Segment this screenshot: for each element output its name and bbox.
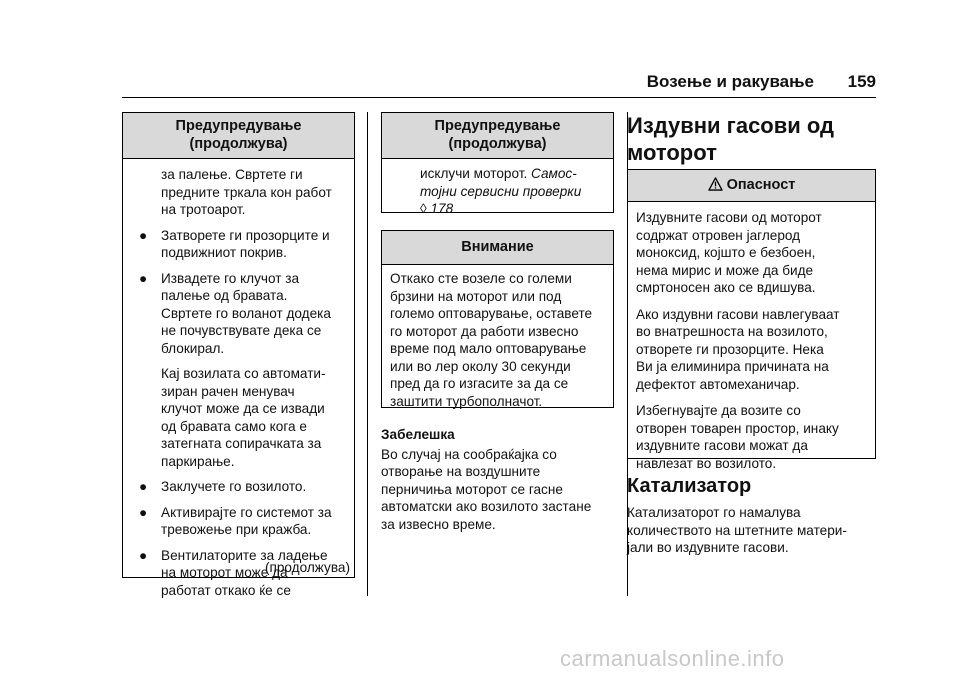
intro-line: на тротоарот. bbox=[161, 202, 246, 217]
continued-label: (продолжува) bbox=[264, 560, 350, 575]
intro-line: за палење. Свртете ги bbox=[161, 167, 303, 182]
reference-arrow-icon: ◊ bbox=[420, 201, 427, 216]
page-header-title: Возење и ракување bbox=[646, 72, 814, 91]
list-item: ● Затворете ги прозорците и подвижниот покрив. bbox=[139, 227, 330, 260]
warning-continued-label: (продолжува) bbox=[448, 136, 547, 152]
warning-box-continued bbox=[122, 112, 355, 598]
warning-box-continued-2 bbox=[381, 112, 614, 216]
note-section: Забелешка Во случај на сообраќајка со отворање на воздушните перничиња моторот се гасне автоматски ако возилото застане за извесно време. bbox=[381, 426, 621, 533]
section-title-exhaust: Издувни гасови од моторот bbox=[627, 113, 835, 165]
danger-paragraph: Ако издувни гасови навлегуваат во внатрешноста на возилото, отворете ги прозорците. Нека Ви ја елиминира причината на дефектот автомеханичар. bbox=[636, 306, 840, 392]
danger-box-header bbox=[628, 170, 875, 202]
warning-title: Предупредување bbox=[175, 118, 302, 134]
bullet: ● bbox=[139, 479, 148, 494]
danger-body bbox=[628, 202, 875, 472]
warning-continued-label: (продолжува) bbox=[189, 136, 288, 152]
column-divider-1 bbox=[367, 112, 368, 596]
danger-paragraph: Издувните гасови од моторот содржат отровен јаглерод моноксид, којшто е безбоен, нема мирис и може да биде смртоносен ако се вдишува. bbox=[636, 210, 822, 295]
page-number: 159 bbox=[847, 72, 876, 91]
warning-box-header bbox=[123, 113, 354, 159]
bullet: ● bbox=[139, 270, 148, 286]
warning-triangle-icon bbox=[708, 177, 723, 191]
section-title-catalytic-converter: Катализатор bbox=[627, 475, 752, 497]
warning-box-body bbox=[123, 159, 354, 599]
automated-gearbox-note: Кај возилата со автомати- зиран рачен менувач клучот може да се извади од бравата само кога е затегната сопирачката за паркирање. bbox=[161, 366, 326, 469]
page-reference-link[interactable]: ◊ 178 bbox=[420, 201, 454, 216]
warning-box-header bbox=[382, 113, 613, 159]
warning-title: Предупредување bbox=[434, 118, 561, 134]
caution-title: Внимание bbox=[382, 231, 613, 265]
bullet: ● bbox=[139, 547, 148, 563]
catalytic-converter-text: Катализаторот го намалува количеството на штетните матери- јали во издувните гасови. bbox=[627, 505, 847, 555]
page-header bbox=[122, 72, 876, 98]
caution-box bbox=[381, 230, 614, 408]
danger-box bbox=[627, 169, 876, 471]
list-item: ● Заклучете го возилото. bbox=[139, 479, 307, 494]
header-rule bbox=[122, 97, 876, 98]
note-title: Забелешка bbox=[381, 427, 455, 442]
intro-text bbox=[123, 166, 354, 219]
list-item: ● Извадете го клучот за палење од бравата. Свртете го воланот додека не почувствувате дека се блокирал. bbox=[139, 270, 331, 356]
watermark: carmanualsonline.info bbox=[560, 646, 785, 671]
intro-line: предните тркала кон работ bbox=[161, 184, 332, 200]
warning-box-body: исклучи моторот. Самос- тојни сервисни проверки ◊ 178 bbox=[420, 166, 582, 216]
danger-title: Опасност bbox=[726, 177, 796, 193]
list-item: ● Активирајте го системот за тревожење при кражба. bbox=[139, 504, 332, 537]
bullet: ● bbox=[139, 227, 148, 243]
caution-body: Откако сте возеле со големи брзини на моторот или под големо оптоварување, оставете го моторот да работи извесно време под мало оптоварување или во лер околу 30 секунди пред да го изгасите за да се заштити турбополначот. bbox=[390, 271, 593, 409]
danger-paragraph: Избегнувајте да возите со отворен товарен простор, инаку издувните гасови можат да навлезат во возилото. bbox=[636, 403, 839, 471]
list-item: ● Вентилаторите за ладење на моторот може да работат откако ќе се bbox=[139, 547, 328, 598]
bullet: ● bbox=[139, 504, 148, 520]
